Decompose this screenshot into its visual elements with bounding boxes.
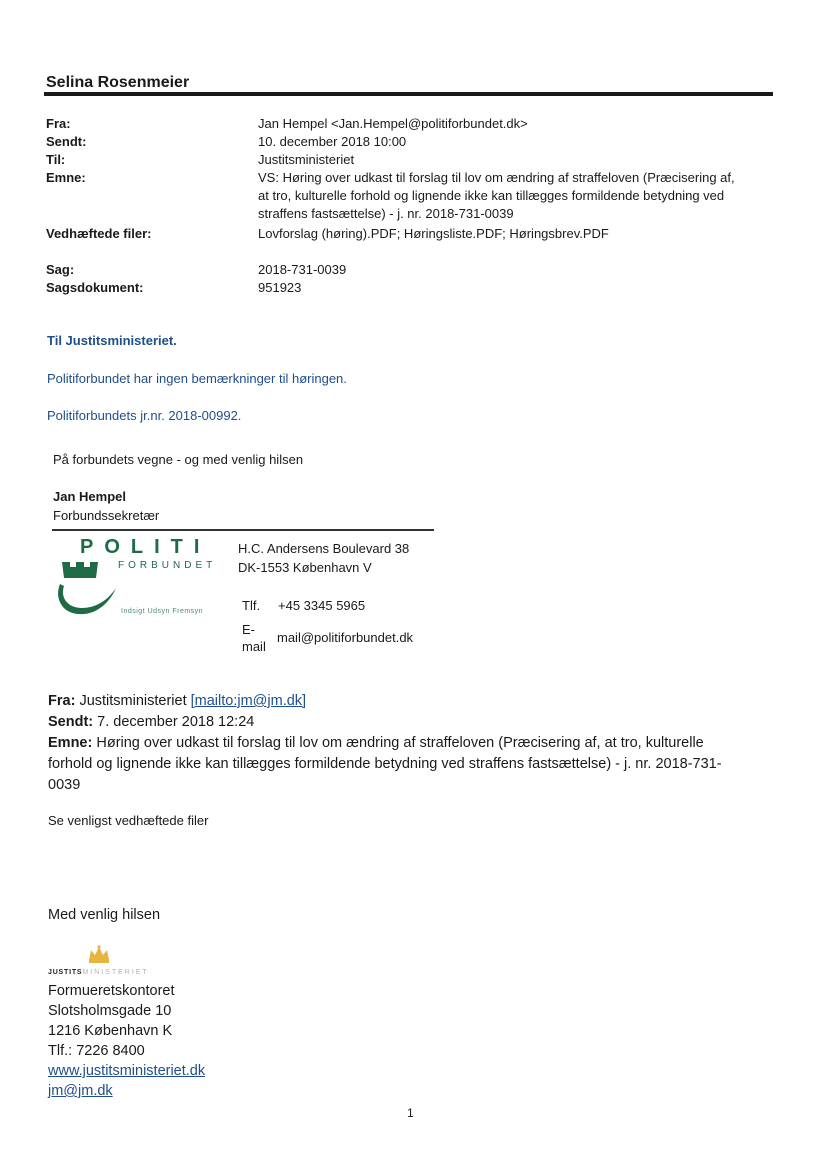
sent-label: Sendt: — [46, 134, 87, 149]
body-closing: På forbundets vegne - og med venlig hilsen — [53, 452, 304, 467]
forwarded-subject — [48, 733, 778, 796]
attachments-label: Vedhæftede filer: — [46, 226, 152, 241]
to-value: Justitsministeriet — [258, 152, 355, 167]
sent-value: 10. december 2018 10:00 — [258, 134, 407, 149]
forwarded-from — [48, 691, 778, 712]
subject-line: straffens fastsættelse) - j. nr. 2018-731-0039 — [258, 206, 514, 221]
forwarded-sent — [48, 712, 778, 733]
phone-value: +45 3345 5965 — [278, 598, 366, 613]
signature-rule — [52, 529, 434, 531]
forwarded-from-label: Fra: — [48, 693, 76, 709]
jm-street: Slotsholmsgade 10 — [48, 1003, 172, 1019]
case-document-label: Sagsdokument: — [46, 280, 144, 295]
phone-label: Tlf. — [242, 598, 261, 613]
email-value[interactable]: mail@politiforbundet.dk — [277, 630, 414, 645]
case-value: 2018-731-0039 — [258, 262, 347, 277]
politiforbundet-logo-subword: FORBUNDET — [118, 560, 217, 571]
forwarded-sent-label: Sendt: — [48, 714, 94, 730]
justitsministeriet-logo — [48, 969, 149, 976]
forwarded-regards: Med venlig hilsen — [48, 907, 161, 923]
email-label-part: E- — [242, 622, 255, 637]
jm-website-link[interactable]: www.justitsministeriet.dk — [48, 1063, 206, 1079]
attachments-value: Lovforslag (høring).PDF; Høringsliste.PDF; Høringsbrev.PDF — [258, 226, 609, 241]
forwarded-body-text: Se venligst vedhæftede filer — [48, 813, 209, 828]
subject-value — [258, 169, 773, 223]
politiforbundet-logo-word: POLITI — [80, 536, 211, 558]
forwarded-from-name: Justitsministeriet — [79, 693, 187, 709]
signer-name: Jan Hempel — [53, 489, 126, 504]
forwarded-subject-text: Høring over udkast til forslag til lov om ændring af straffeloven (Præcisering af, at tro, kulturelle — [96, 735, 704, 751]
justitsministeriet-logo-word: JUSTITS — [48, 969, 83, 976]
forwarded-subject-line: 0039 — [48, 777, 81, 793]
email-label-part: mail — [242, 639, 266, 654]
address-line-2: DK-1553 København V — [238, 560, 372, 575]
header-rule — [44, 92, 773, 96]
forwarded-from-mailto-link[interactable]: [mailto:jm@jm.dk] — [190, 693, 307, 709]
from-value: Jan Hempel <Jan.Hempel@politiforbundet.dk> — [258, 116, 528, 131]
jm-office: Formueretskontoret — [48, 983, 175, 999]
address-line-1: H.C. Andersens Boulevard 38 — [238, 541, 410, 556]
case-document-value: 951923 — [258, 280, 302, 295]
body-greeting: Til Justitsministeriet. — [47, 333, 177, 348]
politiforbundet-tagline: Indsigt Udsyn Fremsyn — [121, 608, 204, 615]
forwarded-subject-line — [48, 733, 778, 754]
jm-city: 1216 København K — [48, 1023, 173, 1039]
crown-icon — [87, 944, 111, 964]
subject-label: Emne: — [46, 170, 86, 185]
page-number: 1 — [407, 1106, 414, 1120]
subject-line: at tro, kulturelle forhold og lignende ikke kan tillægges formildende betydning ved — [258, 188, 725, 203]
case-label: Sag: — [46, 262, 75, 277]
from-label: Fra: — [46, 116, 71, 131]
forwarded-subject-line: forhold og lignende ikke kan tillægges formildende betydning ved straffens fastsættelse) - j. nr. 2018-731- — [48, 756, 722, 772]
document-owner-name: Selina Rosenmeier — [46, 74, 190, 91]
body-line-1: Politiforbundet har ingen bemærkninger til høringen. — [47, 371, 347, 386]
to-label: Til: — [46, 152, 66, 167]
forwarded-subject-label: Emne: — [48, 735, 93, 751]
body-line-2: Politiforbundets jr.nr. 2018-00992. — [47, 408, 242, 423]
jm-email-link[interactable]: jm@jm.dk — [48, 1083, 113, 1099]
forwarded-sent-value: 7. december 2018 12:24 — [97, 714, 255, 730]
politiforbundet-emblem-icon — [52, 558, 122, 622]
signer-title: Forbundssekretær — [53, 508, 160, 523]
jm-phone: Tlf.: 7226 8400 — [48, 1043, 145, 1059]
subject-line: VS: Høring over udkast til forslag til lov om ændring af straffeloven (Præcisering af, — [258, 170, 735, 185]
email-label — [242, 621, 266, 655]
justitsministeriet-logo-subword: MINISTERIET — [82, 969, 149, 976]
